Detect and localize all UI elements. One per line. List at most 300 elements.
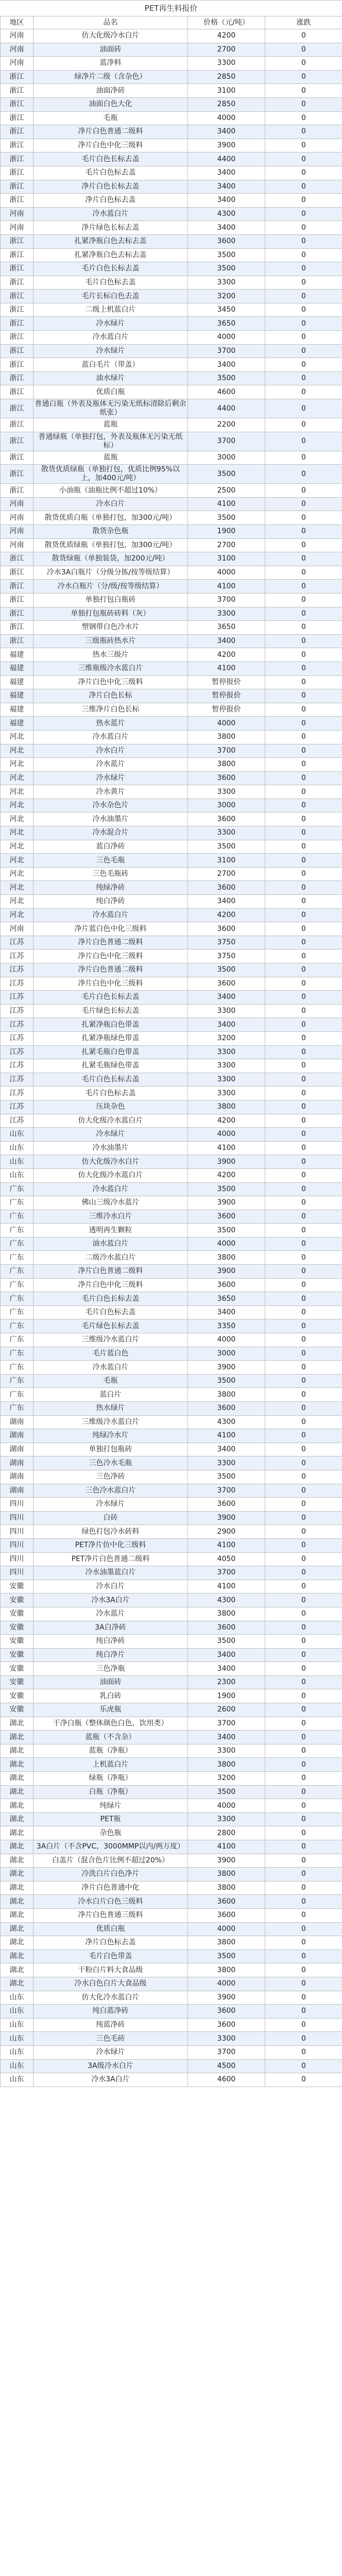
cell-region: 浙江	[1, 358, 33, 372]
cell-region: 广东	[1, 1237, 33, 1251]
cell-change: 0	[265, 1525, 342, 1539]
table-row	[1, 1635, 342, 1649]
table-row	[1, 2073, 342, 2087]
cell-region: 河南	[1, 922, 33, 936]
cell-price: 3350	[188, 1319, 265, 1333]
cell-item: 冷水蓝白片	[33, 1361, 188, 1375]
cell-change: 0	[265, 812, 342, 826]
cell-item: 纯白净片	[33, 1648, 188, 1662]
cell-region: 四川	[1, 1498, 33, 1512]
table-row	[1, 1374, 342, 1388]
table-row	[1, 1429, 342, 1443]
cell-change: 0	[265, 580, 342, 594]
cell-change: 0	[265, 1675, 342, 1689]
cell-price: 3300	[188, 1059, 265, 1073]
cell-item: 仿大化级冷水白片	[33, 29, 188, 43]
table-row	[1, 1552, 342, 1566]
cell-price: 3600	[188, 1621, 265, 1635]
cell-change: 0	[265, 538, 342, 552]
cell-change: 0	[265, 1045, 342, 1059]
cell-region: 湖北	[1, 1758, 33, 1772]
table-row	[1, 1799, 342, 1813]
cell-change: 0	[265, 552, 342, 566]
table-row	[1, 1128, 342, 1142]
cell-change: 0	[265, 451, 342, 465]
cell-price: 3600	[188, 234, 265, 248]
cell-price: 4300	[188, 207, 265, 221]
cell-change: 0	[265, 262, 342, 276]
cell-price: 3700	[188, 1484, 265, 1498]
cell-price: 3400	[188, 1443, 265, 1456]
cell-region: 江苏	[1, 1004, 33, 1018]
cell-item: 塑钢带白色冷水片	[33, 621, 188, 635]
cell-change: 0	[265, 1826, 342, 1840]
cell-price: 3600	[188, 977, 265, 991]
cell-change: 0	[265, 1429, 342, 1443]
cell-change: 0	[265, 139, 342, 152]
cell-item: 扎紧毛瓶绿色带盖	[33, 1059, 188, 1073]
table-row	[1, 1388, 342, 1402]
cell-price: 4200	[188, 29, 265, 43]
cell-region: 安徽	[1, 1621, 33, 1635]
table-row	[1, 922, 342, 936]
table-row	[1, 1854, 342, 1868]
table-row	[1, 1662, 342, 1676]
table-row	[1, 371, 342, 385]
cell-change: 0	[265, 1374, 342, 1388]
cell-change: 0	[265, 1018, 342, 1032]
cell-change: 0	[265, 1073, 342, 1087]
table-row	[1, 1908, 342, 1922]
cell-change: 0	[265, 1484, 342, 1498]
cell-price: 3800	[188, 1936, 265, 1950]
table-row	[1, 1073, 342, 1087]
table-row	[1, 84, 342, 98]
table-row	[1, 194, 342, 208]
table-row	[1, 1292, 342, 1306]
cell-price: 3300	[188, 1456, 265, 1470]
cell-item: 散货优质绿瓶（单独打包，加300元/吨）	[33, 538, 188, 552]
cell-region: 福建	[1, 703, 33, 717]
cell-region: 湖南	[1, 1443, 33, 1456]
cell-item: 纯白净砖	[33, 1635, 188, 1649]
cell-region: 安徽	[1, 1594, 33, 1607]
table-row	[1, 385, 342, 399]
cell-price: 暂停报价	[188, 703, 265, 717]
cell-change: 0	[265, 1950, 342, 1963]
cell-price: 3600	[188, 922, 265, 936]
cell-change: 0	[265, 1470, 342, 1484]
cell-item: 冷洗白片白色净片	[33, 1868, 188, 1882]
table-row	[1, 484, 342, 498]
cell-price: 3100	[188, 84, 265, 98]
cell-item: 仿大化冷水蓝白片	[33, 1991, 188, 2005]
cell-price: 2900	[188, 1525, 265, 1539]
table-row	[1, 1977, 342, 1991]
cell-item: PET瓶	[33, 1812, 188, 1826]
cell-price: 1900	[188, 1689, 265, 1703]
cell-change: 0	[265, 1224, 342, 1238]
cell-region: 广东	[1, 1319, 33, 1333]
table-row	[1, 1319, 342, 1333]
table-row	[1, 1456, 342, 1470]
cell-change: 0	[265, 1758, 342, 1772]
table-body	[1, 29, 342, 2087]
table-row	[1, 29, 342, 43]
cell-region: 江苏	[1, 950, 33, 963]
cell-price: 3300	[188, 1004, 265, 1018]
cell-change: 0	[265, 785, 342, 799]
table-row	[1, 1333, 342, 1347]
cell-change: 0	[265, 1141, 342, 1155]
cell-item: 净片白色普通二级料	[33, 125, 188, 139]
cell-item: 冷水绿片	[33, 1498, 188, 1512]
cell-region: 河北	[1, 771, 33, 785]
table-row	[1, 276, 342, 290]
table-row	[1, 785, 342, 799]
cell-price: 3400	[188, 125, 265, 139]
cell-price: 4100	[188, 497, 265, 511]
cell-price: 3400	[188, 180, 265, 194]
cell-change: 0	[265, 1031, 342, 1045]
cell-change: 0	[265, 1895, 342, 1909]
cell-item: 纯白蓝净砖	[33, 2005, 188, 2019]
cell-item: 干净白瓶（整体颜色白色，饮用类）	[33, 1717, 188, 1731]
cell-region: 河北	[1, 812, 33, 826]
table-row	[1, 1100, 342, 1114]
column-header-price: 价格（元/吨）	[188, 16, 265, 29]
table-row	[1, 950, 342, 963]
cell-region: 山东	[1, 1168, 33, 1182]
cell-change: 0	[265, 399, 342, 418]
cell-price: 3800	[188, 730, 265, 744]
cell-price: 4200	[188, 908, 265, 922]
cell-region: 江苏	[1, 1045, 33, 1059]
cell-price: 3600	[188, 1210, 265, 1224]
cell-price: 3300	[188, 1073, 265, 1087]
cell-price: 3900	[188, 1265, 265, 1279]
table-row	[1, 621, 342, 635]
cell-item: 三维级冷水蓝白片	[33, 1415, 188, 1429]
cell-item: 毛片白色长标去盖	[33, 1073, 188, 1087]
cell-item: 净片白色普通二级料	[33, 936, 188, 950]
cell-change: 0	[265, 867, 342, 881]
table-row	[1, 1895, 342, 1909]
cell-region: 湖北	[1, 1936, 33, 1950]
cell-region: 河南	[1, 221, 33, 235]
cell-change: 0	[265, 465, 342, 484]
table-row	[1, 1237, 342, 1251]
cell-item: 二级上机蓝白片	[33, 303, 188, 317]
cell-change: 0	[265, 703, 342, 717]
table-row	[1, 799, 342, 812]
table-row	[1, 1470, 342, 1484]
cell-item: 冷水白色白片大食品级	[33, 1977, 188, 1991]
cell-change: 0	[265, 1388, 342, 1402]
table-row	[1, 1826, 342, 1840]
cell-price: 3500	[188, 1182, 265, 1196]
table-row	[1, 1114, 342, 1128]
cell-region: 山东	[1, 2005, 33, 2019]
cell-change: 0	[265, 276, 342, 290]
table-row	[1, 97, 342, 111]
cell-change: 0	[265, 303, 342, 317]
cell-price: 3000	[188, 1347, 265, 1361]
cell-region: 湖北	[1, 1922, 33, 1936]
cell-item: 毛片白色长标去盖	[33, 262, 188, 276]
table-row	[1, 1922, 342, 1936]
cell-change: 0	[265, 922, 342, 936]
cell-region: 河南	[1, 525, 33, 539]
cell-item: 蓝瓶	[33, 451, 188, 465]
cell-region: 浙江	[1, 125, 33, 139]
cell-price: 2700	[188, 867, 265, 881]
table-row	[1, 1306, 342, 1319]
cell-price: 3500	[188, 1224, 265, 1238]
cell-price: 暂停报价	[188, 675, 265, 689]
cell-change: 0	[265, 418, 342, 432]
cell-item: 冷水油墨片	[33, 812, 188, 826]
cell-region: 浙江	[1, 593, 33, 607]
table-row	[1, 331, 342, 345]
cell-change: 0	[265, 1128, 342, 1142]
cell-price: 3500	[188, 1950, 265, 1963]
cell-price: 3900	[188, 1511, 265, 1525]
cell-price: 3300	[188, 1812, 265, 1826]
cell-change: 0	[265, 1210, 342, 1224]
cell-region: 广东	[1, 1182, 33, 1196]
table-row	[1, 344, 342, 358]
cell-item: 冷水3A白瓶片（分级分拣/按等级结算）	[33, 566, 188, 580]
cell-price: 4000	[188, 1128, 265, 1142]
table-row	[1, 1950, 342, 1963]
cell-price: 3500	[188, 371, 265, 385]
cell-region: 浙江	[1, 634, 33, 648]
cell-item: 扎紧净瓶白色去标去盖	[33, 234, 188, 248]
cell-item: 绿净片二级（含杂色）	[33, 70, 188, 84]
cell-item: 毛片白色长标去盖	[33, 152, 188, 166]
table-row	[1, 2005, 342, 2019]
cell-change: 0	[265, 234, 342, 248]
cell-item: 热水蓝片	[33, 717, 188, 731]
cell-item: 净片白色标去盖	[33, 1936, 188, 1950]
table-row	[1, 936, 342, 950]
cell-change: 0	[265, 1703, 342, 1717]
cell-region: 河北	[1, 744, 33, 758]
cell-change: 0	[265, 1868, 342, 1882]
table-row	[1, 703, 342, 717]
cell-change: 0	[265, 826, 342, 840]
cell-price: 4400	[188, 399, 265, 418]
cell-item: 冷水白片白色三级料	[33, 1895, 188, 1909]
cell-price: 3400	[188, 1306, 265, 1319]
cell-change: 0	[265, 771, 342, 785]
cell-change: 0	[265, 2059, 342, 2073]
cell-item: 3A级冷水白片	[33, 2059, 188, 2073]
table-row	[1, 465, 342, 484]
table-row	[1, 399, 342, 418]
cell-price: 4000	[188, 111, 265, 125]
cell-region: 安徽	[1, 1635, 33, 1649]
cell-item: 冷水绿片	[33, 2045, 188, 2059]
table-row	[1, 166, 342, 180]
cell-region: 河北	[1, 881, 33, 895]
cell-item: 毛瓶	[33, 1374, 188, 1388]
cell-region: 江苏	[1, 1087, 33, 1100]
cell-change: 0	[265, 290, 342, 303]
cell-region: 河北	[1, 895, 33, 909]
table-row	[1, 1361, 342, 1375]
cell-change: 0	[265, 1991, 342, 2005]
cell-item: 冷水白片	[33, 497, 188, 511]
cell-change: 0	[265, 744, 342, 758]
cell-item: 纯蓝净砖	[33, 2018, 188, 2032]
cell-change: 0	[265, 950, 342, 963]
cell-change: 0	[265, 1498, 342, 1512]
cell-region: 山东	[1, 1155, 33, 1169]
cell-region: 浙江	[1, 607, 33, 621]
cell-change: 0	[265, 358, 342, 372]
cell-item: 透明再生颗粒	[33, 1224, 188, 1238]
cell-item: 蓝白片	[33, 1388, 188, 1402]
cell-item: 毛片白色长标去盖	[33, 1292, 188, 1306]
cell-item: 扎紧毛瓶白色带盖	[33, 1045, 188, 1059]
cell-item: 单独打包瓶砖砖料（灰）	[33, 607, 188, 621]
table-row	[1, 1621, 342, 1635]
table-row	[1, 451, 342, 465]
cell-change: 0	[265, 1415, 342, 1429]
cell-price: 3500	[188, 1374, 265, 1388]
cell-region: 湖北	[1, 1717, 33, 1731]
cell-change: 0	[265, 1635, 342, 1649]
cell-item: 三色毛瓶	[33, 854, 188, 868]
cell-region: 广东	[1, 1210, 33, 1224]
cell-item: 仿大化级冷水蓝白片	[33, 1114, 188, 1128]
cell-price: 3300	[188, 2032, 265, 2046]
table-row	[1, 303, 342, 317]
cell-item: 净片白色标去盖	[33, 194, 188, 208]
cell-item: 乳白砖	[33, 1689, 188, 1703]
cell-item: 毛片白色标去盖	[33, 166, 188, 180]
cell-region: 浙江	[1, 552, 33, 566]
cell-item: 冷水混合片	[33, 826, 188, 840]
cell-change: 0	[265, 799, 342, 812]
cell-item: 净片白色普通二级料	[33, 1265, 188, 1279]
cell-change: 0	[265, 2005, 342, 2019]
cell-price: 3400	[188, 1731, 265, 1744]
cell-price: 4600	[188, 2073, 265, 2087]
cell-region: 湖北	[1, 1840, 33, 1854]
cell-change: 0	[265, 1114, 342, 1128]
cell-region: 湖北	[1, 1963, 33, 1977]
cell-change: 0	[265, 963, 342, 977]
cell-region: 浙江	[1, 180, 33, 194]
cell-price: 4500	[188, 2059, 265, 2073]
cell-region: 山东	[1, 2045, 33, 2059]
cell-item: 毛片长标白色去盖	[33, 290, 188, 303]
cell-region: 河南	[1, 207, 33, 221]
cell-price: 3450	[188, 303, 265, 317]
cell-item: 净片白色中化三级料	[33, 950, 188, 963]
cell-price: 3100	[188, 854, 265, 868]
cell-region: 江苏	[1, 1114, 33, 1128]
cell-region: 河南	[1, 29, 33, 43]
cell-region: 河北	[1, 799, 33, 812]
cell-region: 浙江	[1, 566, 33, 580]
cell-price: 2850	[188, 97, 265, 111]
cell-item: 三维瓶级冷水蓝白片	[33, 662, 188, 675]
table-row	[1, 2032, 342, 2046]
table-row	[1, 538, 342, 552]
cell-item: 毛片绿色长标去盖	[33, 1319, 188, 1333]
column-header-item: 品名	[33, 16, 188, 29]
cell-change: 0	[265, 1059, 342, 1073]
cell-change: 0	[265, 689, 342, 703]
cell-price: 3300	[188, 57, 265, 71]
cell-change: 0	[265, 1306, 342, 1319]
cell-item: 纯绿冷水片	[33, 1429, 188, 1443]
cell-price: 3300	[188, 1744, 265, 1758]
table-row	[1, 1045, 342, 1059]
cell-region: 福建	[1, 717, 33, 731]
cell-change: 0	[265, 1265, 342, 1279]
cell-price: 3100	[188, 552, 265, 566]
cell-item: 单独打包瓶砖	[33, 1443, 188, 1456]
cell-region: 河南	[1, 57, 33, 71]
cell-item: 优质白瓶	[33, 385, 188, 399]
table-row	[1, 771, 342, 785]
cell-item: 三维净片白色长标	[33, 703, 188, 717]
cell-price: 2600	[188, 1703, 265, 1717]
cell-region: 浙江	[1, 276, 33, 290]
cell-change: 0	[265, 881, 342, 895]
table-row	[1, 511, 342, 525]
table-row	[1, 662, 342, 675]
cell-region: 广东	[1, 1251, 33, 1265]
cell-item: 冷水3A白片	[33, 1594, 188, 1607]
cell-region: 安徽	[1, 1580, 33, 1594]
table-row	[1, 418, 342, 432]
table-row	[1, 758, 342, 772]
cell-price: 3600	[188, 1895, 265, 1909]
cell-price: 3200	[188, 1772, 265, 1786]
cell-price: 3800	[188, 758, 265, 772]
cell-price: 2850	[188, 70, 265, 84]
table-row	[1, 70, 342, 84]
cell-item: 毛片白色长标去盖	[33, 991, 188, 1005]
cell-region: 河北	[1, 730, 33, 744]
cell-change: 0	[265, 1319, 342, 1333]
cell-region: 浙江	[1, 152, 33, 166]
cell-item: 净片白色普通三级料	[33, 1908, 188, 1922]
cell-change: 0	[265, 2018, 342, 2032]
table-row	[1, 1031, 342, 1045]
cell-change: 0	[265, 1566, 342, 1580]
cell-region: 江苏	[1, 1018, 33, 1032]
table-row	[1, 1251, 342, 1265]
cell-item: 绿瓶（净瓶）	[33, 1772, 188, 1786]
cell-region: 江苏	[1, 1059, 33, 1073]
cell-change: 0	[265, 1908, 342, 1922]
cell-change: 0	[265, 207, 342, 221]
cell-change: 0	[265, 180, 342, 194]
table-row	[1, 262, 342, 276]
table-row	[1, 580, 342, 594]
cell-region: 安徽	[1, 1675, 33, 1689]
table-row	[1, 525, 342, 539]
cell-change: 0	[265, 1689, 342, 1703]
cell-item: 散货绿瓶（单独装袋，加200元/吨）	[33, 552, 188, 566]
